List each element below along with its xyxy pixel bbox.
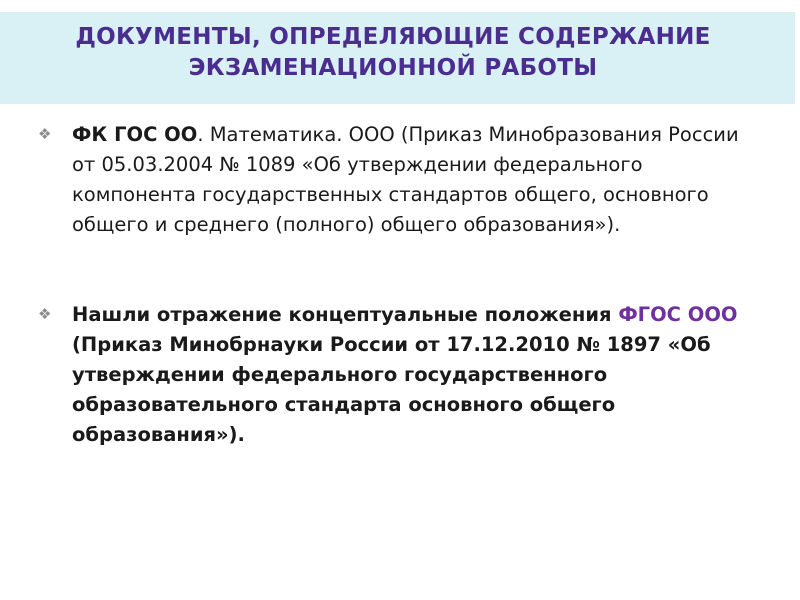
bullet-paragraph-2 [72, 300, 754, 450]
bullet-diamond-icon: ❖ [38, 125, 52, 143]
page-title: ДОКУМЕНТЫ, ОПРЕДЕЛЯЮЩИЕ СОДЕРЖАНИЕ ЭКЗАМЕНАЦИОННОЙ РАБОТЫ [75, 24, 711, 81]
bullet-diamond-icon: ❖ [38, 305, 52, 323]
bullet-2-rest: (Приказ Минобрнауки России от 17.12.2010 № 1897 «Об утверждении федерального государственного образовательного стандарта основного общего образования»). [72, 333, 711, 446]
bullet-1-rest: . Математика. ООО (Приказ Минобразования России от 05.03.2004 № 1089 «Об утверждении федерального компонента государственных стандартов общего, основного общего и среднего (полного) общего образования»). [72, 123, 739, 236]
bullet-2-highlight: ФГОС ООО [618, 303, 738, 326]
bullet-1-lead: ФК ГОС ОО [72, 123, 198, 146]
paragraph-spacer [34, 266, 754, 300]
slide-body [34, 120, 754, 476]
bullet-paragraph-1 [72, 120, 754, 240]
list-item [34, 120, 754, 240]
list-item [34, 300, 754, 450]
bullet-2-pre: Нашли отражение концептуальные положения [72, 303, 619, 326]
